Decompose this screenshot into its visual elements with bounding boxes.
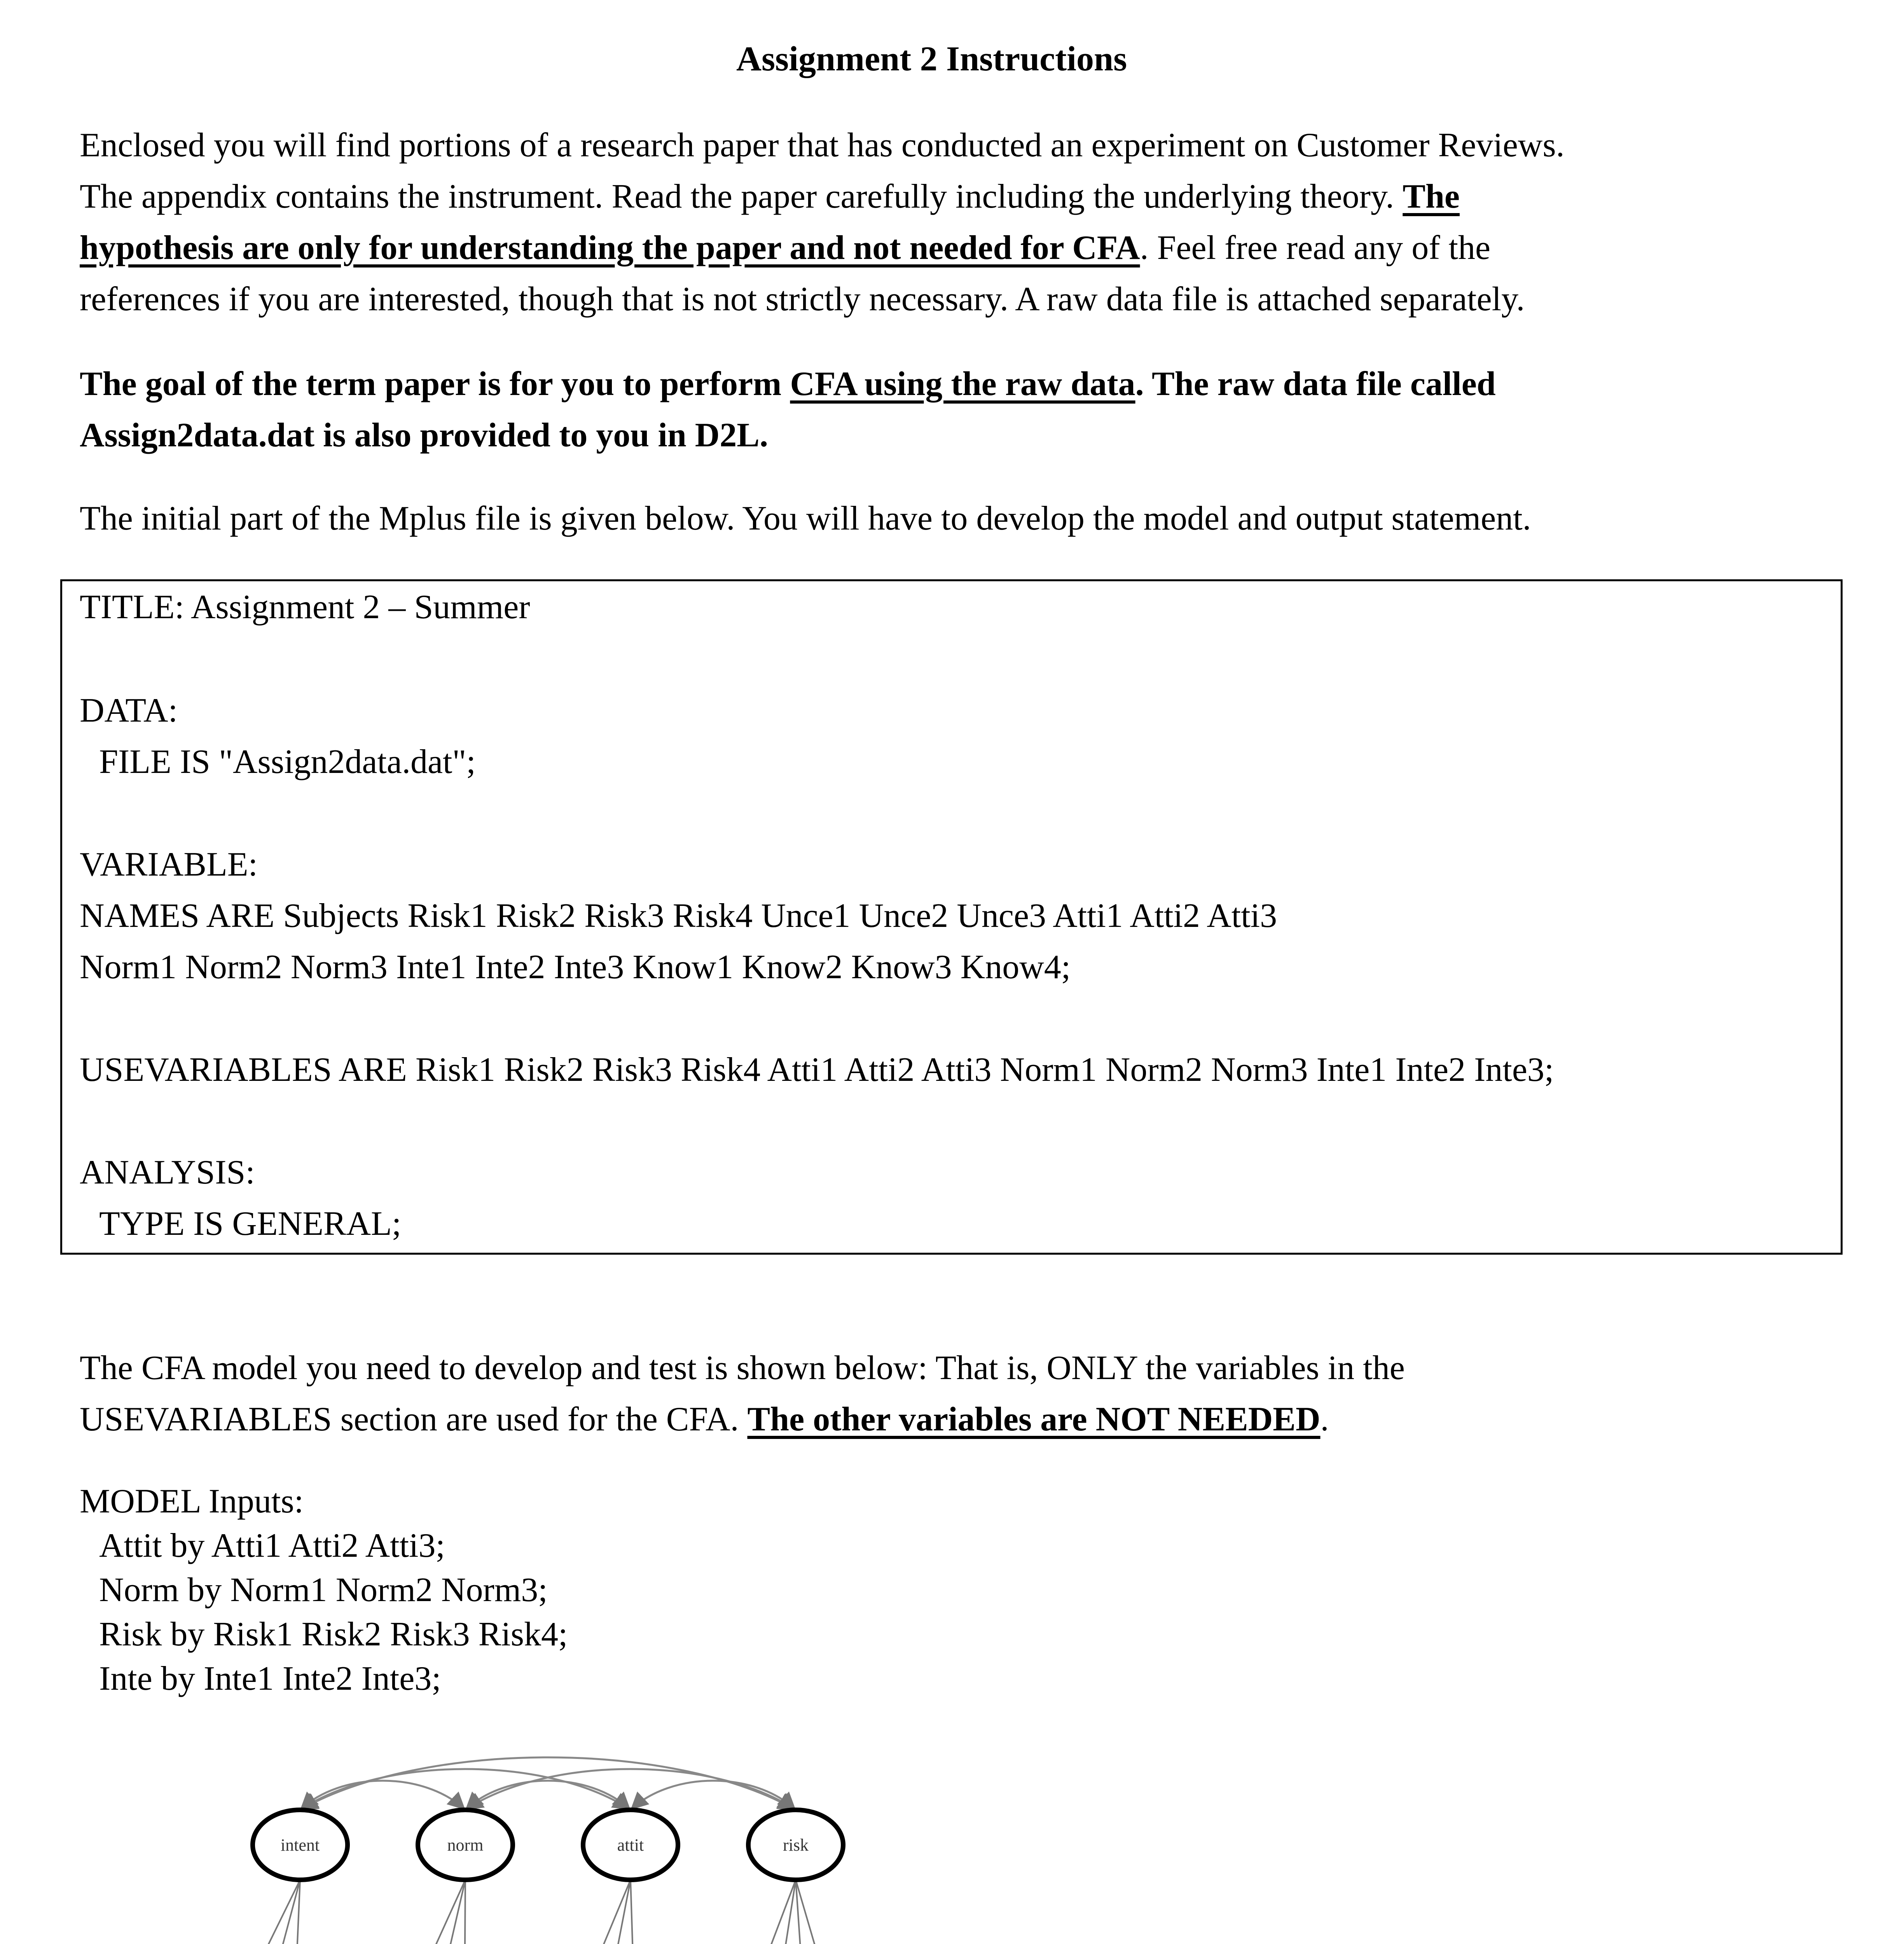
mplus-analysis-label: ANALYSIS: (80, 1154, 255, 1191)
loading-arrow (289, 1880, 300, 1944)
model-label: MODEL Inputs: (80, 1482, 304, 1520)
mplus-type-line: TYPE IS GENERAL; (99, 1205, 402, 1243)
cfa-line-2-text: USEVARIABLES section are used for the CFA. (80, 1400, 748, 1438)
loading-arrow (347, 1880, 465, 1944)
model-line: Risk by Risk1 Risk2 Risk3 Risk4; (99, 1615, 568, 1653)
model-line: Inte by Inte1 Inte2 Inte3; (99, 1660, 441, 1698)
loading-arrow (697, 1880, 796, 1944)
cfa-line-2-end: . (1320, 1400, 1329, 1438)
goal-text-c: . The raw data file called (1135, 365, 1496, 403)
loading-arrow (522, 1880, 631, 1944)
intro-line-4: references if you are interested, though that is not strictly necessary. A raw data file is attached separately. (80, 280, 1525, 318)
page-title: Assignment 2 Instructions (736, 40, 1127, 78)
latent-label: norm (447, 1836, 484, 1855)
mplus-file-line: FILE IS "Assign2data.dat"; (99, 743, 476, 781)
mplus-variable-label: VARIABLE: (80, 846, 258, 883)
mplus-names-line-2: Norm1 Norm2 Norm3 Inte1 Inte2 Inte3 Know1 Know2 Know3 Know4; (80, 948, 1071, 986)
latent-label: attit (617, 1836, 644, 1855)
cfa-line-2-bold: The other variables are NOT NEEDED (747, 1400, 1321, 1438)
loading-arrow (631, 1880, 639, 1944)
initial-text: The initial part of the Mplus file is given below. You will have to develop the model and output statement. (80, 500, 1531, 537)
loading-arrow (464, 1880, 465, 1944)
intro-line-3-bold: hypothesis are only for understanding the paper and not needed for CFA (80, 229, 1140, 267)
loading-arrow (172, 1880, 300, 1944)
latent-label: intent (280, 1836, 320, 1855)
loading-arrow (796, 1880, 872, 1944)
cfa-line-1: The CFA model you need to develop and test is shown below: That is, ONLY the variables in the (80, 1349, 1405, 1387)
goal-line-2: Assign2data.dat is also provided to you in D2L. (80, 416, 768, 454)
intro-line-1: Enclosed you will find portions of a research paper that has conducted an experiment on Customer Reviews. (80, 126, 1565, 164)
covariance-arc (465, 1769, 796, 1810)
covariance-arc (300, 1769, 631, 1810)
intro-line-2-bold: The (1403, 178, 1460, 215)
intro-line-2-text: The appendix contains the instrument. Read the paper carefully including the underlying theory. (80, 178, 1394, 215)
covariance-arc (300, 1757, 796, 1810)
model-line: Norm by Norm1 Norm2 Norm3; (99, 1571, 548, 1609)
loading-arrow (231, 1880, 300, 1944)
mplus-title-line: TITLE: Assignment 2 – Summer (80, 588, 530, 626)
intro-line-3-text: . Feel free read any of the (1140, 229, 1491, 267)
mplus-usevariables-line: USEVARIABLES ARE Risk1 Risk2 Risk3 Risk4 Atti1 Atti2 Atti3 Norm1 Norm2 Norm3 Inte1 Inte2 Inte3; (80, 1051, 1554, 1089)
loading-arrow (580, 1880, 631, 1944)
loading-arrow (405, 1880, 465, 1944)
goal-text-a: The goal of the term paper is for you to perform (80, 365, 790, 403)
model-line: Attit by Atti1 Atti2 Atti3; (99, 1527, 445, 1565)
mplus-data-label: DATA: (80, 692, 178, 729)
mplus-names-line-1: NAMES ARE Subjects Risk1 Risk2 Risk3 Risk4 Unce1 Unce2 Unce3 Atti1 Atti2 Atti3 (80, 897, 1277, 935)
goal-text-b: CFA using the raw data (790, 365, 1135, 403)
latent-label: risk (783, 1836, 809, 1855)
